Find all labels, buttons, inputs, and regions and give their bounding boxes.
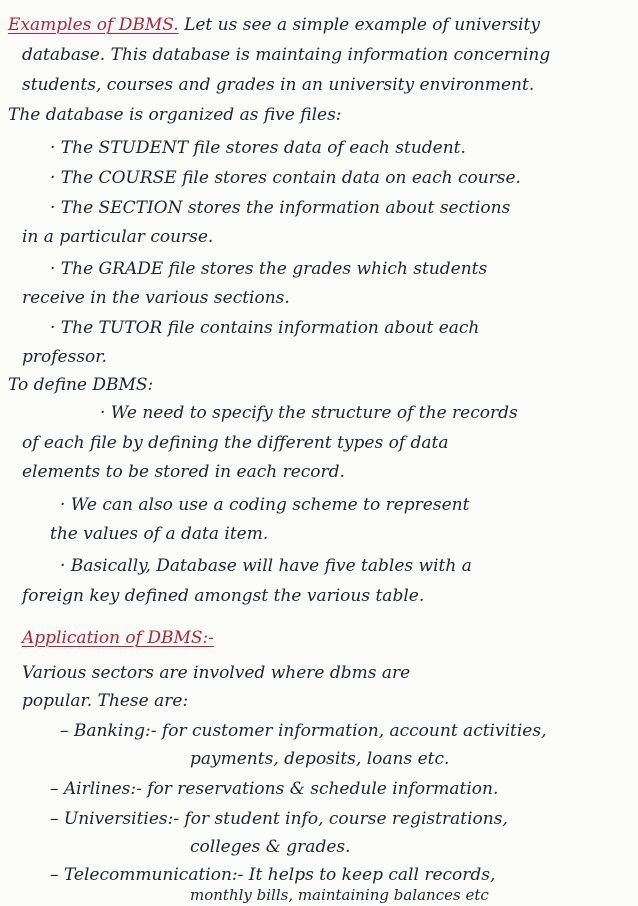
text-line: popular. These are: [22,691,189,711]
text-line: To define DBMS: [8,375,154,395]
text-line: receive in the various sections. [22,288,290,308]
text-line: foreign key defined amongst the various table. [22,586,425,606]
section-heading: Application of DBMS:- [22,628,215,648]
text-line: professor. [22,347,107,367]
text-line: Examples of DBMS. Let us see a simple example of university [8,15,540,35]
list-item: – Banking:- for customer information, account activities, [60,721,547,741]
list-item: · Basically, Database will have five tables with a [60,556,472,576]
list-item: · The GRADE file stores the grades which students [50,259,488,279]
list-item: · The STUDENT file stores data of each student. [50,138,466,158]
list-item: – Universities:- for student info, course registrations, [50,809,508,829]
text-line: The database is organized as five files: [8,105,342,125]
text-line: monthly bills, maintaining balances etc [190,886,489,904]
list-item: · The TUTOR file contains information about each [50,318,480,338]
list-item: – Telecommunication:- It helps to keep call records, [50,865,496,885]
list-item: · The COURSE file stores contain data on each course. [50,168,521,188]
list-item: · The SECTION stores the information about sections [50,198,511,218]
text-line: in a particular course. [22,227,214,247]
text-line: colleges & grades. [190,837,351,857]
text-line [22,627,214,649]
text-line: of each file by defining the different types of data [22,433,449,453]
text-line: the values of a data item. [50,524,269,544]
section-heading: Examples of DBMS. [8,15,179,35]
text-line: Various sectors are involved where dbms are [22,663,411,683]
text-line: elements to be stored in each record. [22,462,345,482]
text-line: students, courses and grades in an university environment. [22,75,535,95]
text-line: database. This database is maintaing information concerning [22,45,551,65]
list-item: · We can also use a coding scheme to represent [60,495,470,515]
text-line: payments, deposits, loans etc. [190,749,450,769]
list-item: – Airlines:- for reservations & schedule information. [50,779,499,799]
list-item: · We need to specify the structure of the records [100,403,518,423]
